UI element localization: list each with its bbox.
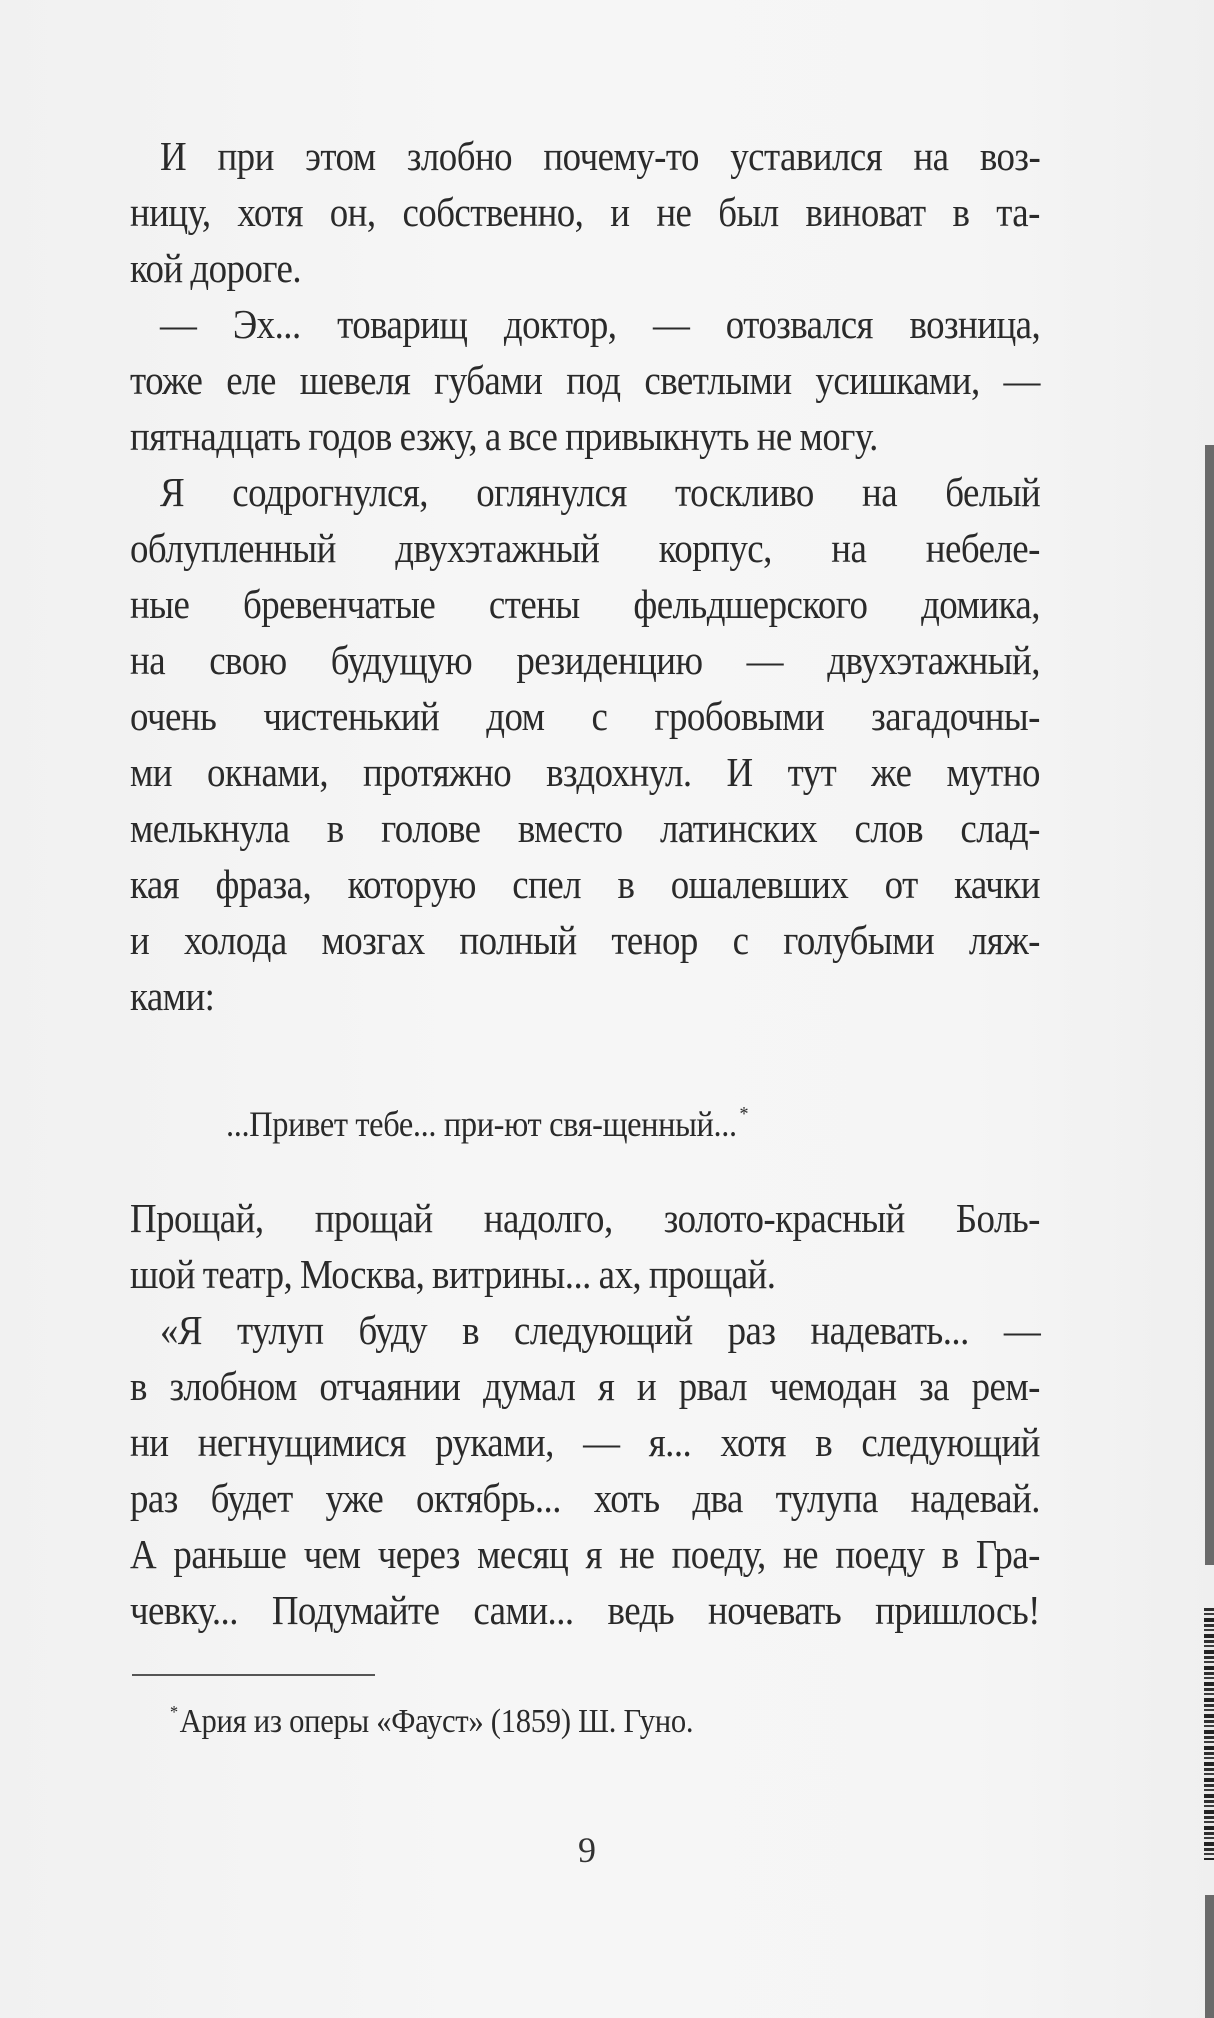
- text-line: кая фраза, которую спел в ошалевших от качки: [130, 861, 1040, 907]
- page-edge-shadow: [1205, 1895, 1214, 2018]
- edge-barcode-pattern: [1204, 1608, 1214, 1860]
- text-line: И при этом злобно почему-то уставился на воз-: [160, 133, 1041, 179]
- text-line: пятнадцать годов езжу, а все привыкнуть не могу.: [130, 413, 878, 459]
- song-quote: [226, 1092, 748, 1146]
- footnote: [170, 1692, 693, 1742]
- footnote-text: Ария из оперы «Фауст» (1859) Ш. Гуно.: [179, 1703, 694, 1740]
- text-line: ные бревенчатые стены фельдшерского домика,: [130, 581, 1040, 627]
- text-line: кой дороге.: [130, 245, 302, 291]
- text-line: на свою будущую резиденцию — двухэтажный,: [130, 637, 1040, 683]
- text-line: А раньше чем через месяц я не поеду, не поеду в Гра-: [130, 1531, 1040, 1577]
- text-line: раз будет уже октябрь... хоть два тулупа надевай.: [130, 1475, 1040, 1521]
- text-line: в злобном отчаянии думал я и рвал чемодан за рем-: [130, 1363, 1040, 1409]
- text-line: — Эх... товарищ доктор, — отозвался возница,: [160, 301, 1041, 347]
- text-line: и холода мозгах полный тенор с голубыми ляж-: [130, 917, 1040, 963]
- text-line: Я содрогнулся, оглянулся тоскливо на белый: [160, 469, 1041, 515]
- song-quote-text: ...Привет тебе... при-ют свя-щенный...: [226, 1104, 737, 1144]
- page-number: 9: [578, 1830, 596, 1870]
- text-line: «Я тулуп буду в следующий раз надевать... —: [160, 1307, 1041, 1353]
- footnote-reference: *: [739, 1103, 749, 1125]
- text-line: очень чистенький дом с гробовыми загадочны-: [130, 693, 1040, 739]
- text-line: ми окнами, протяжно вздохнул. И тут же мутно: [130, 749, 1040, 795]
- text-line: Прощай, прощай надолго, золото-красный Боль-: [130, 1195, 1040, 1241]
- footnote-divider: [132, 1674, 375, 1676]
- text-line: ками:: [130, 973, 215, 1019]
- text-line: шой театр, Москва, витрины... ах, прощай.: [130, 1251, 776, 1297]
- page-edge-shadow: [1205, 445, 1214, 1565]
- text-line: чевку... Подумайте сами... ведь ночевать пришлось!: [130, 1587, 1040, 1633]
- footnote-mark: *: [170, 1702, 178, 1722]
- text-line: ни негнущимися руками, — я... хотя в следующий: [130, 1419, 1040, 1465]
- text-line: мелькнула в голове вместо латинских слов слад-: [130, 805, 1040, 851]
- text-line: облупленный двухэтажный корпус, на небеле-: [130, 525, 1040, 571]
- text-line: тоже еле шевеля губами под светлыми усишками, —: [130, 357, 1040, 403]
- text-line: ницу, хотя он, собственно, и не был виноват в та-: [130, 189, 1040, 235]
